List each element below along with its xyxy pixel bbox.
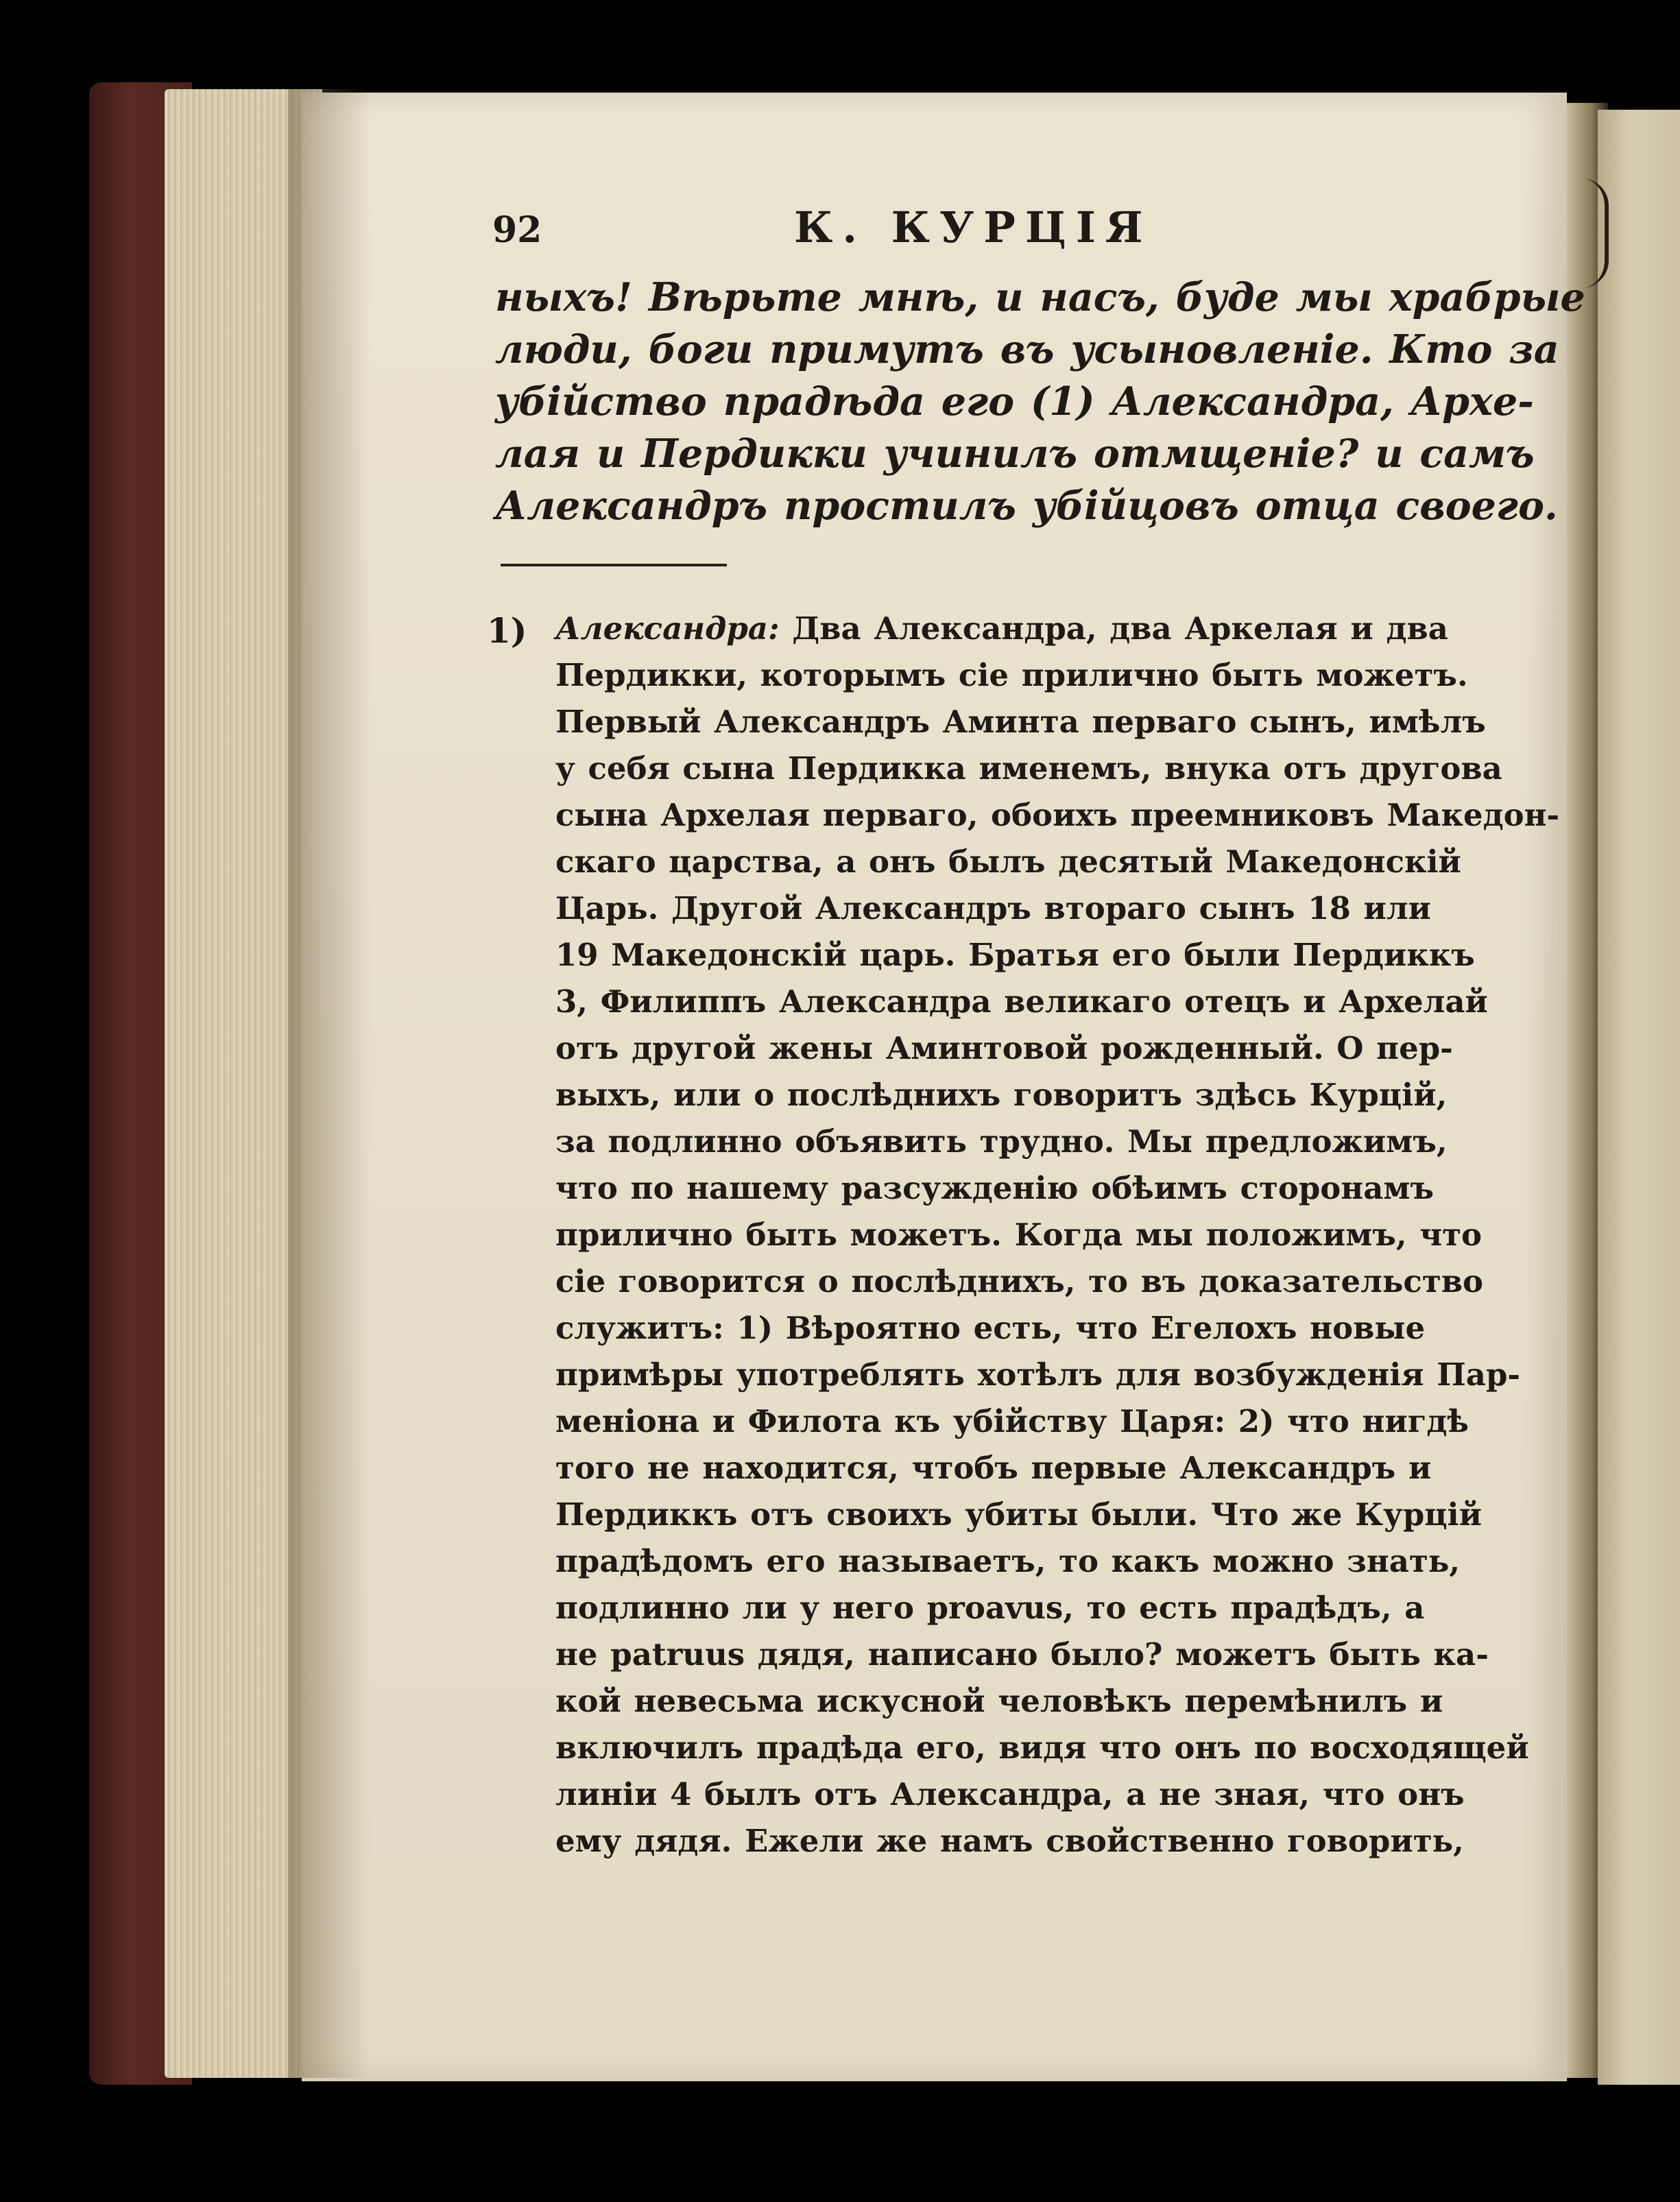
bookmark-ribbon <box>1577 178 1609 288</box>
main-text-line: лая и Пердикки учинилъ отмщеніе? и самъ <box>495 431 1535 477</box>
main-text-line: убійство прадѣда его (1) Александра, Архе- <box>495 379 1534 424</box>
main-text-line: ныхъ! Вѣрьте мнѣ, и насъ, буде мы храбрые <box>495 274 1585 320</box>
footnote-line: меніона и Филота къ убійству Царя: 2) что нигдѣ <box>555 1403 1469 1439</box>
footnote-line: 19 Македонскій царь. Братья его были Пердиккъ <box>555 937 1475 973</box>
footnote-line: прилично быть можетъ. Когда мы положимъ, что <box>555 1217 1483 1253</box>
footnote-line: примѣры употреблять хотѣлъ для возбужденія Пар- <box>555 1356 1521 1393</box>
footnote-line: сіе говорится о послѣднихъ, то въ доказательство <box>555 1263 1483 1300</box>
footnote-line: линіи 4 былъ отъ Александра, а не зная, что онъ <box>555 1776 1465 1812</box>
footnote-rule <box>501 564 727 566</box>
footnote-line: скаго царства, а онъ былъ десятый Македонскій <box>555 843 1461 880</box>
footnote-line: включилъ прадѣда его, видя что онъ по восходящей <box>555 1730 1529 1766</box>
footnote-line: Пердикки, которымъ сіе прилично быть можетъ. <box>555 657 1468 693</box>
footnote-line: кой невесьма искусной человѣкъ перемѣнилъ и <box>555 1683 1443 1719</box>
footnote-line: Царь. Другой Александръ втораго сынъ 18 или <box>555 890 1431 926</box>
footnote-line: подлинно ли у него proavus, то есть прадѣдъ, а <box>555 1590 1425 1626</box>
footnote-line: отъ другой жены Аминтовой рожденный. О пер- <box>555 1030 1453 1066</box>
main-text-line: Александръ простилъ убійцовъ отца своего. <box>495 483 1558 529</box>
footnote-first-line <box>555 610 1448 647</box>
footnote-lemma: Александра: <box>555 610 780 647</box>
footnote-line: того не находится, чтобъ первые Александръ и <box>555 1450 1432 1486</box>
running-head-title: К. КУРЦІЯ <box>794 202 1153 252</box>
footnote-first-line-text: Два Александра, два Аркелая и два <box>792 610 1448 647</box>
facing-page-edge <box>1598 110 1680 2085</box>
footnote-line: сына Архелая перваго, обоихъ преемниковъ Македон- <box>555 797 1560 833</box>
footnote-line: Пердиккъ отъ своихъ убиты были. Что же Курцій <box>555 1496 1483 1533</box>
footnote-line: за подлинно объявить трудно. Мы предложимъ, <box>555 1123 1448 1160</box>
footnote-line: выхъ, или о послѣднихъ говоритъ здѣсь Курцій, <box>555 1077 1448 1113</box>
footnote-line: служитъ: 1) Вѣроятно есть, что Егелохъ новые <box>555 1310 1426 1346</box>
footnote-line: Первый Александръ Аминта перваго сынъ, имѣлъ <box>555 704 1486 740</box>
footnote-line: прадѣдомъ его называетъ, то какъ можно знать, <box>555 1543 1461 1579</box>
footnote-line: 3, Филиппъ Александра великаго отецъ и Архелай <box>555 983 1488 1020</box>
main-text-line: люди, боги примутъ въ усыновленіе. Кто за <box>495 326 1559 372</box>
footnote-line: не patruus дядя, написано было? можетъ быть ка- <box>555 1636 1489 1673</box>
footnote-line: у себя сына Пердикка именемъ, внука отъ другова <box>555 750 1502 787</box>
footnote-line: что по нашему разсужденію обѣимъ сторонамъ <box>555 1170 1435 1206</box>
footnote-marker: 1) <box>487 610 527 651</box>
footnote-line: ему дядя. Ежели же намъ свойственно говорить, <box>555 1823 1464 1859</box>
page-number: 92 <box>492 209 542 251</box>
page-shadow <box>288 89 370 2078</box>
